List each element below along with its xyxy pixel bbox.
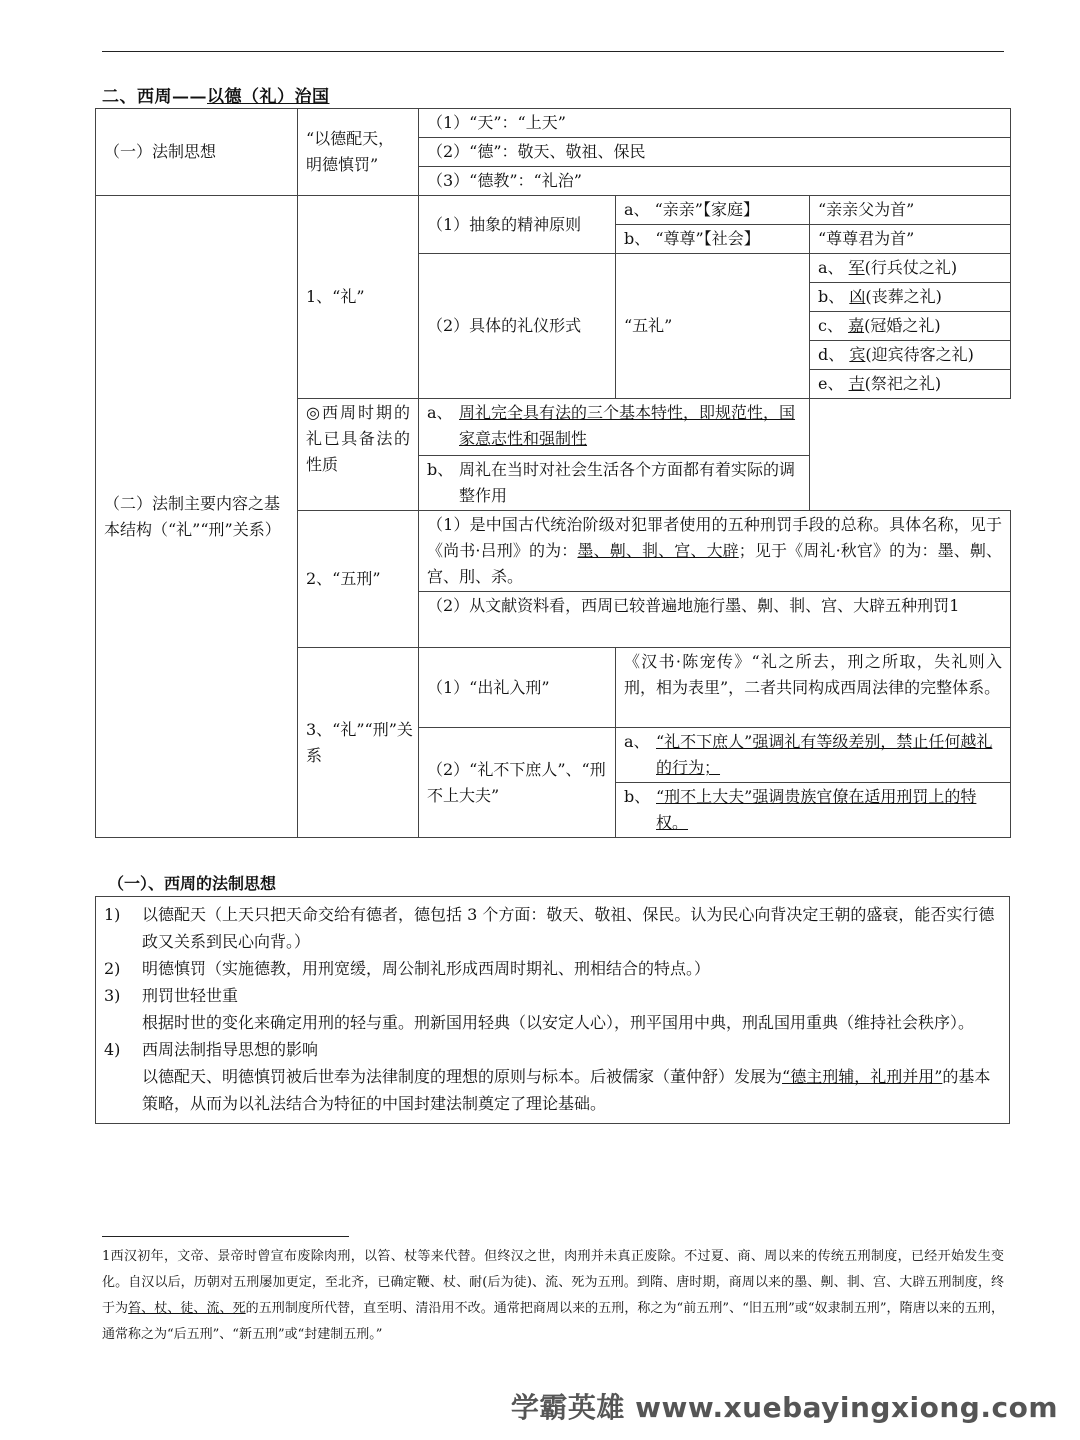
qinqin-label: a、 “亲亲”【家庭】 <box>616 196 810 225</box>
nature-point-a: a、 周礼完全具有法的三个基本特性，即规范性，国家意志性和强制性 <box>419 399 809 456</box>
list-item: 1) 以德配天（上天只把天命交给有德者，德包括 3 个方面：敬天、敬祖、保民。认为民心向背决定王朝的盛衰，能否实行德政又关系到民心向背。） <box>104 905 995 951</box>
section-heading: 二、西周——以德（礼）治国 <box>102 87 330 107</box>
li-not-commoners: a、 “礼不下庶人”强调礼有等级差别，禁止任何越礼的行为； <box>616 728 1011 783</box>
western-zhou-thought-box <box>95 896 1010 1124</box>
list-item: 4) 西周法制指导思想的影响 以德配天、明德慎罚被后世奉为法律制度的理想的原则与标本。后被儒家（董仲舒）发展为“德主刑辅，礼刑并用”的基本策略，从而为以礼法结合为特征的中国封建法制奠定了理论基础。 <box>104 1040 991 1113</box>
wuxing-definition: （1）是中国古代统治阶级对犯罪者使用的五种刑罚手段的总称。具体名称，见于《尚书·吕刑》的为：墨、劓、剕、宫、大辟；见于《周礼·秋官》的为：墨、劓、宫、刖、杀。 <box>419 511 1011 592</box>
chuli-ruxing-label: （1）“出礼入刑” <box>419 648 616 728</box>
wuli-item: e、 吉(祭祀之礼) <box>810 370 1011 399</box>
chuli-ruxing-text: 《汉书·陈宠传》“礼之所去，刑之所取，失礼则入刑，相为表里”，二者共同构成西周法律的完整体系。 <box>616 648 1011 728</box>
xing-not-nobles: b、 “刑不上大夫”强调贵族官僚在适用刑罚上的特权。 <box>616 783 1011 838</box>
slogan-cell: “以德配天，明德慎罚” <box>298 109 419 196</box>
li-label: 1、“礼” <box>298 196 419 399</box>
site-watermark: 学霸英雄 www.xuebayingxiong.com <box>510 1391 1058 1424</box>
footnote: 1西汉初年，文帝、景帝时曾宣布废除肉刑，以笞、杖等来代替。但终汉之世，肉刑并未真正废除。不过夏、商、周以来的传统五刑制度，已经开始发生变化。自汉以后，历朝对五刑屡加更定，至北齐，已确定鞭、杖、耐(后为徒)、流、死为五刑。到隋、唐时期，商周以来的墨、劓、剕、宫、大辟五刑制度，终于为笞、杖、徒、流、死的五刑制度所代替，直至明、清沿用不改。通常把商周以来的五刑，称之为“前五刑”、“旧五刑”或“奴隶制五刑”，隋唐以来的五刑，通常称之为“后五刑”、“新五刑”或“封建制五刑。” <box>102 1249 1004 1342</box>
list-item: 3) 刑罚世轻世重 根据时世的变化来确定用刑的轻与重。刑新国用轻典（以安定人心），刑平国用中典，刑乱国用重典（维持社会秩序）。 <box>104 986 975 1032</box>
qinqin-value: “亲亲父为首” <box>810 196 1011 225</box>
li-xing-class-label: （2）“礼不下庶人”、“刑不上大夫” <box>419 728 616 838</box>
wuli-item: c、 嘉(冠婚之礼) <box>810 312 1011 341</box>
zunzun-label: b、 “尊尊”【社会】 <box>616 225 810 254</box>
list-item: 2) 明德慎罚（实施德教，用刑宽缓，周公制礼形成西周时期礼、刑相结合的特点。） <box>104 959 711 978</box>
footnote-ref[interactable]: 1 <box>949 596 960 615</box>
header-rule <box>102 51 1004 52</box>
wuli-name: “五礼” <box>616 254 810 399</box>
zunzun-value: “尊尊君为首” <box>810 225 1011 254</box>
wuli-item: d、 宾(迎宾待客之礼) <box>810 341 1011 370</box>
li-xing-relation-label: 3、“礼”“刑”关系 <box>298 648 419 838</box>
wuli-item: b、 凶(丧葬之礼) <box>810 283 1011 312</box>
thought-item-3: （3）“德教”：“礼治” <box>419 167 1011 196</box>
footnote-rule <box>102 1236 349 1237</box>
wuxing-label: 2、“五刑” <box>298 511 419 648</box>
li-law-nature-points <box>419 399 810 511</box>
row-label-legal-thought: （一）法制思想 <box>96 109 298 196</box>
li-law-nature-label: ◎西周时期的礼已具备法的性质 <box>298 399 419 511</box>
row-label-main-content: （二）法制主要内容之基本结构（“礼”“刑”关系） <box>96 196 298 838</box>
thought-item-1: （1）“天”：“上天” <box>419 109 1011 138</box>
wuli-item: a、 军(行兵仗之礼) <box>810 254 1011 283</box>
nature-point-b: b、 周礼在当时对社会生活各个方面都有着实际的调整作用 <box>427 460 796 505</box>
abstract-principle-label: （1）抽象的精神原则 <box>419 196 616 254</box>
thought-item-2: （2）“德”：敬天、敬祖、保民 <box>419 138 1011 167</box>
wuxing-practice: （2）从文献资料看，西周已较普遍地施行墨、劓、剕、宫、大辟五种刑罚1 <box>419 592 1011 648</box>
legal-structure-table <box>95 108 1011 838</box>
western-zhou-thought-heading: （一）、西周的法制思想 <box>108 874 277 893</box>
ritual-form-label: （2）具体的礼仪形式 <box>419 254 616 399</box>
